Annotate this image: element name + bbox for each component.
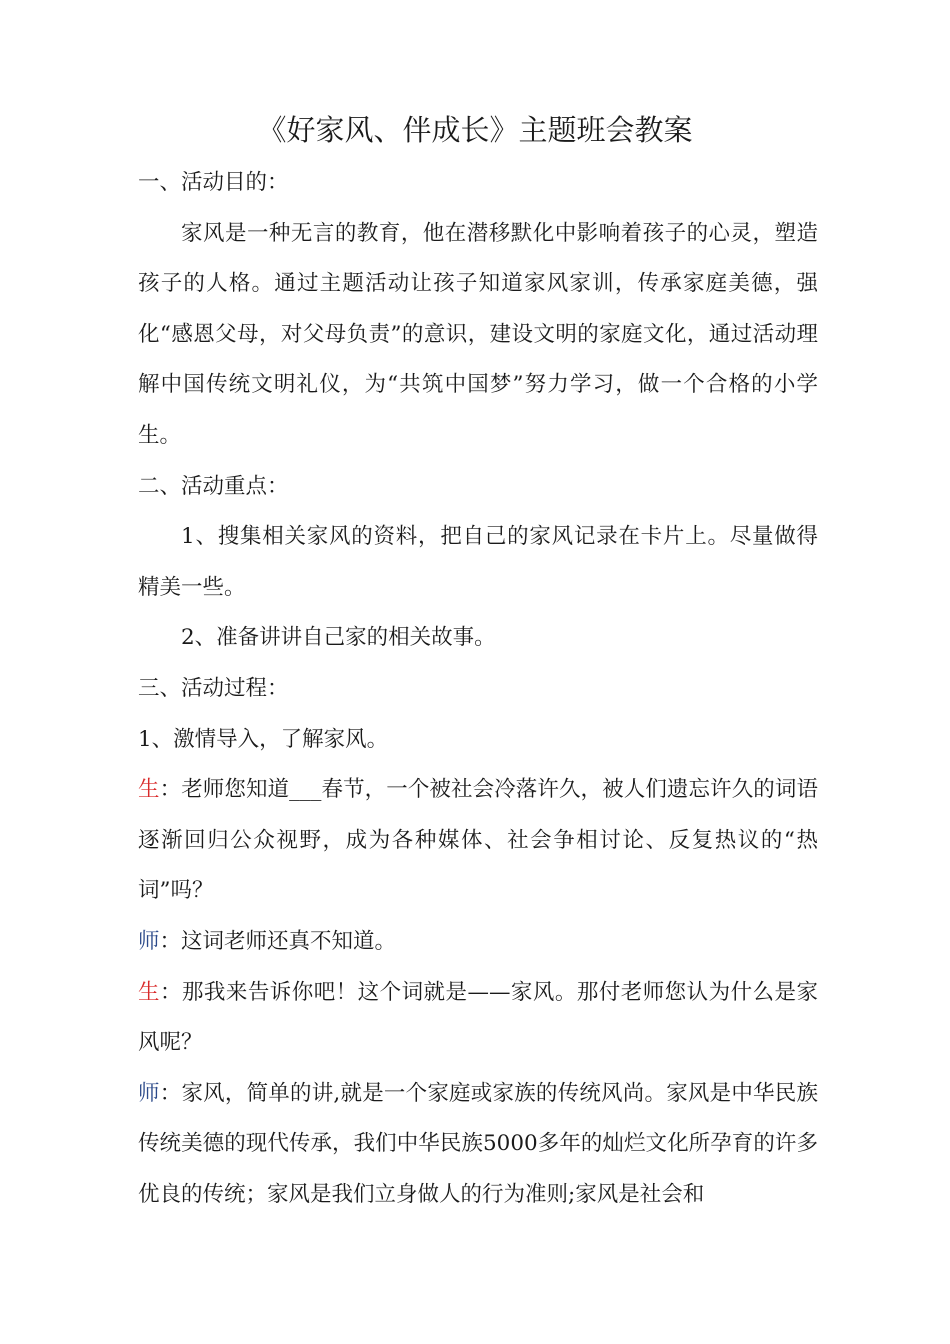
dialog-line-teacher [138, 917, 818, 968]
speaker-student: 生 [138, 979, 160, 1005]
section-heading-focus: 二、活动重点： [138, 473, 289, 499]
dialog-text: 这词老师还真不知道。 [181, 928, 397, 954]
focus-item-1: 1、搜集相关家风的资料，把自己的家风记录在卡片上。尽量做得精美一些。 [138, 524, 818, 600]
dialog-separator: ： [159, 928, 182, 954]
dialog-text: 家风，简单的讲,就是一个家庭或家族的传统风尚。家风是中华民族传统美德的现代传承，我们中华民族5000多年的灿烂文化所孕育的许多优良的传统；家风是我们立身做人的行为准则;家风是社会和 [138, 1080, 818, 1207]
dialog-separator: ： [159, 777, 182, 803]
speaker-teacher: 师 [138, 928, 160, 954]
goal-paragraph: 家风是一种无言的教育，他在潜移默化中影响着孩子的心灵，塑造孩子的人格。通过主题活动让孩子知道家风家训，传承家庭美德，强化“感恩父母，对父母负责”的意识，建设文明的家庭文化，通过活动理解中国传统文明礼仪，为“共筑中国梦”努力学习，做一个合格的小学生。 [138, 220, 818, 448]
dialog-text: 那我来告诉你吧！这个词就是——家风。那付老师您认为什么是家风呢？ [138, 979, 818, 1056]
section-heading-goal: 一、活动目的： [138, 170, 289, 195]
focus-item-2: 2、准备讲讲自己家的相关故事。 [181, 625, 496, 651]
dialog-separator: ： [159, 1080, 182, 1106]
dialog-line-student [138, 968, 818, 1069]
dialog-line-teacher [138, 1069, 818, 1221]
dialog-separator: ： [159, 979, 182, 1005]
document-body [138, 158, 818, 1220]
document-title: 《好家风、伴成长》主题班会教案 [257, 113, 693, 147]
speaker-teacher: 师 [138, 1080, 160, 1106]
dialog-line-student [138, 765, 818, 917]
dialog-text: 老师您知道___春节，一个被社会冷落许久，被人们遗忘许久的词语逐渐回归公众视野，成为各种媒体、社会争相讨论、反复热议的“热词”吗？ [138, 777, 818, 904]
speaker-student: 生 [138, 777, 160, 803]
section-heading-process: 三、活动过程： [138, 675, 289, 701]
process-step-1: 1、激情导入，了解家风。 [138, 726, 389, 752]
